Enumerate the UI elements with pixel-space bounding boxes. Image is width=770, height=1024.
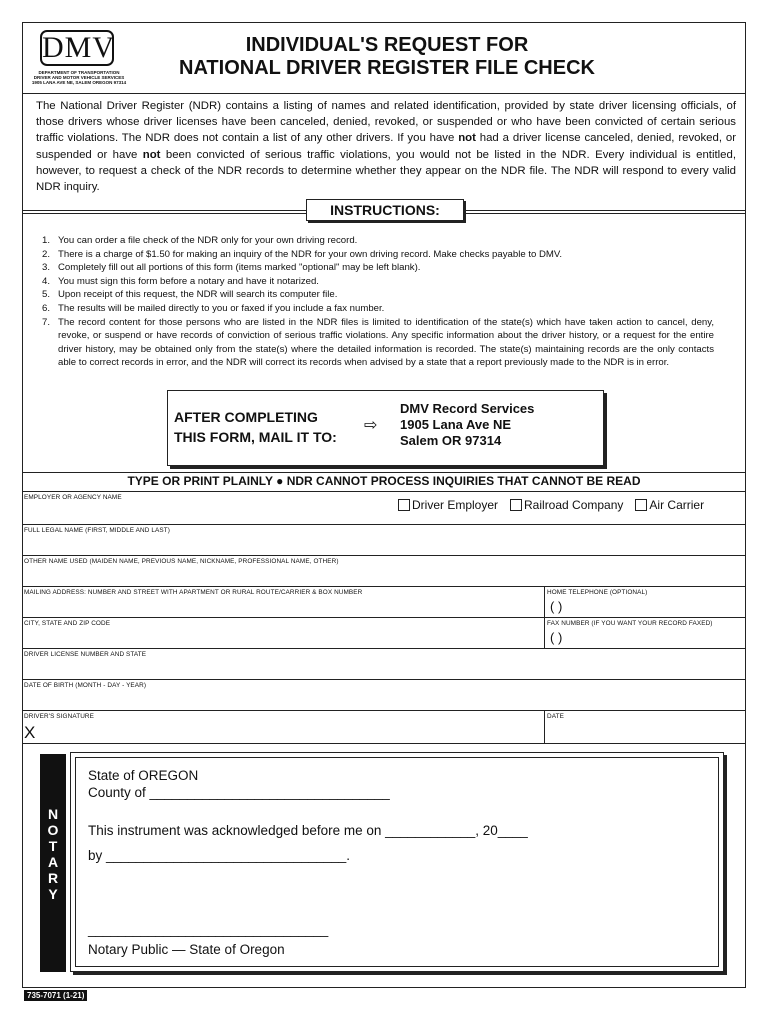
notary-signature-line[interactable]: ________________________________ xyxy=(88,922,329,937)
logo-sub-line: 1905 LANA AVE NE, SALEM OREGON 97314 xyxy=(31,80,127,85)
item-number: 2. xyxy=(42,248,51,260)
item-text: There is a charge of $1.50 for making an inquiry of the NDR for your own driving record. Make checks payable to DMV. xyxy=(58,248,563,260)
field-label: CITY, STATE AND ZIP CODE xyxy=(24,620,111,627)
instruction-item xyxy=(42,275,714,289)
driver-employer-option[interactable] xyxy=(398,498,498,512)
instruction-item xyxy=(42,302,714,316)
signature-x-mark: X xyxy=(24,723,36,742)
field-label: HOME TELEPHONE (OPTIONAL) xyxy=(547,589,648,596)
mail-instruction xyxy=(174,407,364,447)
item-number: 6. xyxy=(42,302,51,314)
form-title xyxy=(142,34,632,80)
item-text: You can order a file check of the NDR only for your own driving record. xyxy=(58,235,358,246)
divider xyxy=(544,711,545,743)
dmv-logo xyxy=(30,30,128,90)
employer-type-checkboxes xyxy=(398,498,704,512)
logo-subtext xyxy=(30,70,128,85)
instructions-list xyxy=(42,234,714,370)
dob-field[interactable] xyxy=(22,680,746,711)
divider xyxy=(22,472,746,473)
fax-input[interactable]: ( ) xyxy=(550,630,563,645)
tab-letter: O xyxy=(47,822,59,838)
logo-text: DMV xyxy=(42,31,116,64)
item-text: The record content for those persons who are listed in the NDR files is limited to identification of the state(s) which have taken action to cancel, deny, revoke, or suspend or have records of conviction of serious traffic violations. Any specific information about the driver history, or a request for the entire driver history, may be obtained only from the state(s) where the detailed information is recorded. The state(s) maintaining records are the only contacts able to correct records in error, and the NDR will correct its records when advised by a state that a report previously made to the NDR is in error. xyxy=(58,316,714,369)
item-number: 5. xyxy=(42,289,51,301)
item-number: 3. xyxy=(42,262,51,274)
instructions-heading: INSTRUCTIONS: xyxy=(306,199,464,221)
logo-sub-line: DRIVER AND MOTOR VEHICLE SERVICES xyxy=(33,75,125,80)
divider xyxy=(544,587,545,617)
checkbox-air-carrier[interactable] xyxy=(635,499,647,511)
city-field[interactable] xyxy=(22,618,746,649)
logo-sub-line: DEPARTMENT OF TRANSPORTATION xyxy=(38,70,120,75)
notary-public-label: Notary Public — State of Oregon xyxy=(88,942,285,957)
intro-text: had a driver license canceled, denied, revoked, or suspended or have xyxy=(36,132,736,161)
full-name-field[interactable] xyxy=(22,525,746,556)
mailing-instructions-box xyxy=(167,390,604,466)
item-text: Completely fill out all portions of this form (items marked "optional" may be left blank). xyxy=(58,262,421,274)
checkbox-label: Air Carrier xyxy=(649,498,705,512)
field-label: FAX NUMBER (IF YOU WANT YOUR RECORD FAXED) xyxy=(547,620,713,627)
notary-section xyxy=(38,752,728,974)
item-number: 4. xyxy=(42,275,51,287)
intro-bold: not xyxy=(458,132,476,145)
intro-bold: not xyxy=(142,148,161,161)
field-label: DRIVER LICENSE NUMBER AND STATE xyxy=(24,651,147,658)
tab-letter: Y xyxy=(48,886,58,902)
tab-letter: R xyxy=(47,870,59,886)
notary-state: State of OREGON xyxy=(88,768,199,783)
notary-county[interactable]: County of ________________________________ xyxy=(88,785,390,800)
address-line: DMV Record Services xyxy=(400,401,535,416)
checkbox-label: Driver Employer xyxy=(412,498,499,512)
instruction-item xyxy=(42,288,714,302)
item-text: Upon receipt of this request, the NDR will search its computer file. xyxy=(58,289,338,301)
item-number: 7. xyxy=(42,316,51,328)
intro-text: The National Driver Register (NDR) contains a listing of names and related identification, provided by state driver licensing officials, of those drivers whose driver licenses have been canceled, denied, revoked, or suspended or who have been convicted of certain serious traffic violations. The NDR does not contain a list of any other drivers. If you have xyxy=(36,100,736,145)
mailing-address xyxy=(400,401,534,449)
title-line-1: INDIVIDUAL'S REQUEST FOR xyxy=(245,34,529,56)
title-line-2: NATIONAL DRIVER REGISTER FILE CHECK xyxy=(179,57,595,79)
notary-by[interactable]: by ________________________________. xyxy=(88,848,351,863)
checkbox-label: Railroad Company xyxy=(524,498,624,512)
instruction-item xyxy=(42,316,714,370)
instruction-item xyxy=(42,261,714,275)
field-label: DATE OF BIRTH (MONTH - DAY - YEAR) xyxy=(24,682,147,689)
intro-text: been convicted of serious traffic violations, you would not be listed in the NDR. Every individual is entitled, however, to request a check of the NDR records to determine whether they appear on the NDR file. The NDR will respond to every valid NDR inquiry. xyxy=(36,148,736,194)
mail-line: THIS FORM, MAIL IT TO: xyxy=(174,429,337,445)
instruction-item xyxy=(42,234,714,248)
air-carrier-option[interactable] xyxy=(635,498,704,512)
notary-acknowledgement[interactable]: This instrument was acknowledged before me on ____________, 20____ xyxy=(88,823,528,838)
field-label: MAILING ADDRESS: NUMBER AND STREET WITH APARTMENT OR RURAL ROUTE/CARRIER & BOX NUMBER xyxy=(24,589,363,596)
checkbox-railroad[interactable] xyxy=(510,499,522,511)
employer-field[interactable] xyxy=(22,492,746,525)
railroad-option[interactable] xyxy=(510,498,623,512)
field-label: EMPLOYER OR AGENCY NAME xyxy=(24,494,122,501)
divider xyxy=(544,618,545,648)
license-field[interactable] xyxy=(22,649,746,680)
arrow-right-icon: ⇨ xyxy=(364,417,378,434)
item-text: You must sign this form before a notary and have it notarized. xyxy=(58,275,319,287)
item-number: 1. xyxy=(42,235,51,246)
field-label: DRIVER'S SIGNATURE xyxy=(24,713,95,720)
instruction-item xyxy=(42,248,714,262)
tab-letter: A xyxy=(47,854,59,870)
home-phone-input[interactable]: ( ) xyxy=(550,599,563,614)
field-label: OTHER NAME USED (MAIDEN NAME, PREVIOUS NAME, NICKNAME, PROFESSIONAL NAME, OTHER) xyxy=(24,558,339,565)
notary-box xyxy=(70,752,724,972)
type-notice: TYPE OR PRINT PLAINLY ● NDR CANNOT PROCESS INQUIRIES THAT CANNOT BE READ xyxy=(127,474,641,488)
mail-line: AFTER COMPLETING xyxy=(174,409,318,425)
mailing-address-field[interactable] xyxy=(22,587,746,618)
address-line: Salem OR 97314 xyxy=(400,433,502,448)
intro-paragraph xyxy=(36,98,736,195)
item-text: The results will be mailed directly to you or faxed if you include a fax number. xyxy=(58,302,385,314)
tab-letter: N xyxy=(47,806,59,822)
form-number: 735-7071 (1-21) xyxy=(24,990,87,1001)
notary-inner xyxy=(75,757,719,967)
notary-tab xyxy=(40,754,66,972)
tab-letter: T xyxy=(48,838,58,854)
address-line: 1905 Lana Ave NE xyxy=(400,417,512,432)
form-header xyxy=(22,22,746,94)
checkbox-driver-employer[interactable] xyxy=(398,499,410,511)
field-label: FULL LEGAL NAME (FIRST, MIDDLE AND LAST) xyxy=(24,527,170,534)
other-name-field[interactable] xyxy=(22,556,746,587)
dmv-logo-mark xyxy=(40,30,114,66)
field-label: DATE xyxy=(547,713,564,720)
signature-field[interactable] xyxy=(22,711,746,744)
